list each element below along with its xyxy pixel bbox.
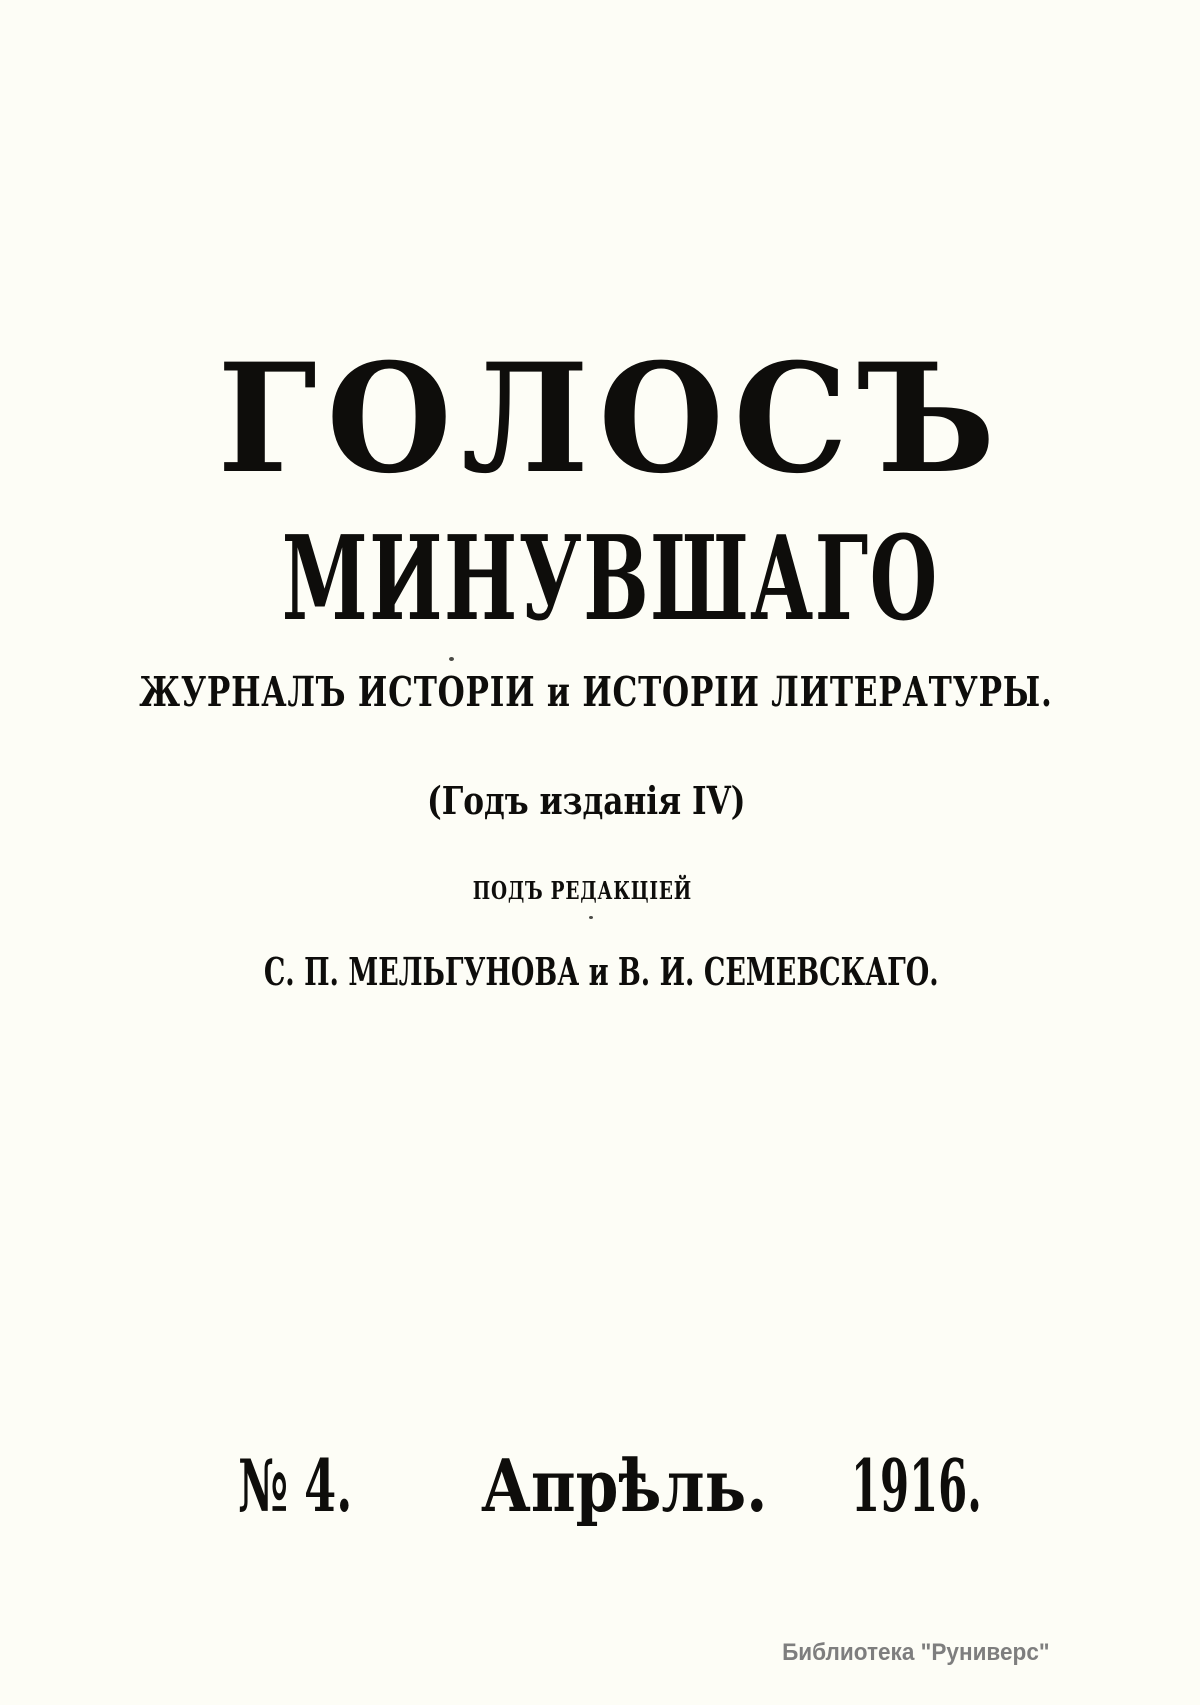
editors-names-text: С. П. МЕЛЬГУНОВА и В. И. СЕМЕВСКАГО. [263, 949, 939, 994]
edition-year-note [0, 778, 1186, 823]
edited-by-label [0, 876, 1182, 905]
journal-title-line-2 [10, 511, 1200, 647]
journal-title-line-1 [11, 331, 1200, 507]
issue-year: 1916. [851, 1443, 982, 1528]
editors-names [1, 949, 1200, 994]
scan-speck [589, 916, 593, 919]
issue-month: Апрѣль. [481, 1443, 768, 1528]
edition-year-note-text: (Годъ изданія IV) [426, 778, 746, 823]
issue-number: № 4. [238, 1443, 353, 1528]
journal-subtitle [0, 668, 1195, 716]
journal-title-line-1-text: ГОЛОСЪ [217, 331, 1005, 507]
scan-speck [449, 657, 454, 661]
journal-subtitle-text: ЖУРНАЛЪ ИСТОРІИ и ИСТОРІИ ЛИТЕРАТУРЫ. [139, 668, 1053, 716]
journal-title-line-2-text: МИНУВШАГО [281, 511, 939, 647]
edited-by-label-text: ПОДЪ РЕДАКЦІЕЙ [472, 876, 692, 905]
library-watermark: Библиотека "Руниверс" [782, 1639, 1050, 1666]
